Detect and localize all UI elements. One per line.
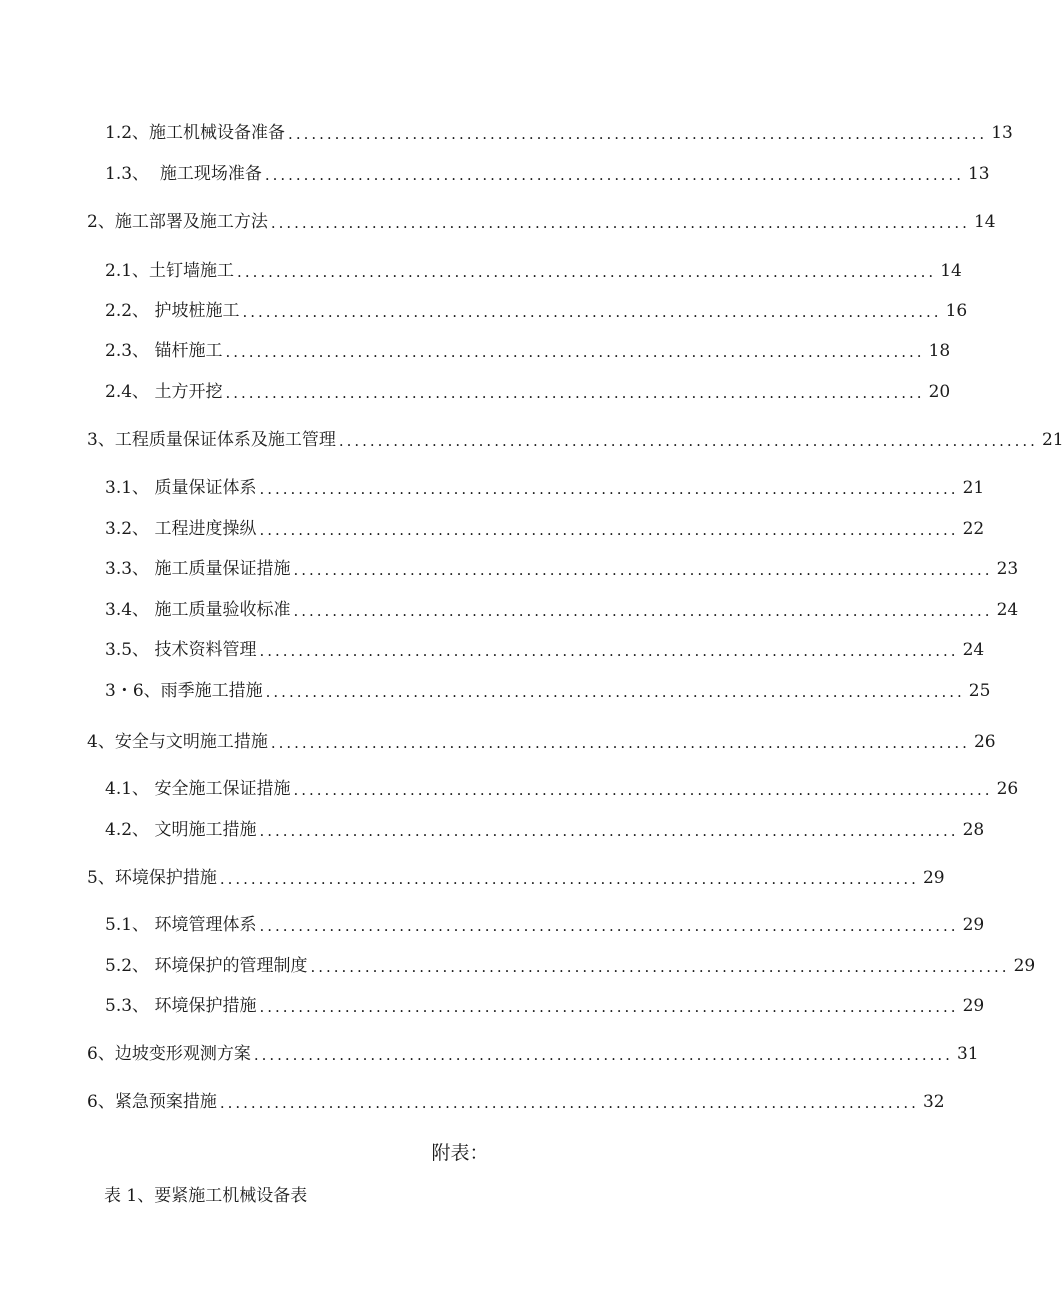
toc-entry-page: 22 [962,519,985,539]
dot-leader: .......................................................................................... [264,166,964,184]
dot-leader: .......................................................................................... [265,683,965,701]
toc-entry[interactable] [87,205,996,233]
toc-entry-label: 2.4、 土方开挖 [105,382,223,402]
dot-leader: .......................................................................................... [242,303,942,321]
toc-entry[interactable] [105,633,985,661]
toc-entry[interactable] [105,908,985,936]
dot-leader: .......................................................................................... [293,602,993,620]
toc-entry[interactable] [105,471,985,499]
toc-entry-page: 13 [991,123,1013,143]
toc-entry-label: 3.5、 技术资料管理 [105,640,257,660]
dot-leader: .......................................................................................... [259,998,959,1016]
dot-leader: .......................................................................................... [259,480,959,498]
dot-leader: .......................................................................................... [259,917,959,935]
toc-entry-label: 5、环境保护措施 [87,868,217,888]
toc-entry-page: 29 [922,868,945,888]
dot-leader: .......................................................................................... [225,384,925,402]
toc-entry-label: 6、边坡变形观测方案 [87,1044,251,1064]
toc-entry-label: 3.2、 工程进度操纵 [105,519,257,539]
toc-entry-page: 28 [962,820,985,840]
toc-entry-page: 24 [996,600,1019,620]
toc-entry-page: 31 [956,1044,979,1064]
toc-entry-label: 2.1、土钉墙施工 [105,261,235,281]
toc-entry-page: 21 [962,478,985,498]
toc-entry-page: 24 [962,640,985,660]
toc-entry[interactable] [105,552,1019,580]
toc-entry[interactable] [105,674,991,702]
toc-entry-label: 4.2、 文明施工措施 [105,820,257,840]
toc-entry[interactable] [105,294,968,322]
toc-entry-page: 26 [996,779,1019,799]
toc-entry-page: 14 [940,261,962,281]
toc-entry[interactable] [105,375,951,403]
toc-entry-label: 3.4、 施工质量验收标准 [105,600,291,620]
toc-entry[interactable] [105,949,1036,977]
toc-entry[interactable] [105,593,1019,621]
toc-entry[interactable] [87,1037,979,1065]
appendix-title: 附表： [431,1142,489,1164]
toc-entry[interactable] [105,813,985,841]
toc-entry[interactable] [87,1085,945,1113]
dot-leader: .......................................................................................... [253,1046,953,1064]
toc-entry-page: 29 [962,915,985,935]
toc-entry-label: 1.2、施工机械设备准备 [105,123,286,143]
toc-entry-label: 1.3、 施工现场准备 [105,164,262,184]
toc-entry-page: 20 [928,382,951,402]
toc-entry-label: 4、安全与文明施工措施 [87,732,268,752]
toc-entry[interactable] [105,157,990,185]
toc-entry[interactable] [105,989,985,1017]
toc-entry-label: 6、紧急预案措施 [87,1092,217,1112]
toc-entry-page: 23 [996,559,1019,579]
toc-entry-label: 5.3、 环境保护措施 [105,996,257,1016]
dot-leader: .......................................................................................... [293,561,993,579]
toc-entry-label: 2.3、 锚杆施工 [105,341,223,361]
dot-leader: .......................................................................................... [288,125,988,143]
toc-entry[interactable] [105,334,951,362]
toc-entry-page: 13 [967,164,990,184]
toc-entry-label: 2.2、 护坡桩施工 [105,301,240,321]
dot-leader: .......................................................................................... [338,432,1038,450]
dot-leader: .......................................................................................... [259,642,959,660]
toc-entry-label: 4.1、 安全施工保证措施 [105,779,291,799]
appendix-item[interactable]: 表 1、要紧施工机械设备表 [104,1186,308,1206]
dot-leader: .......................................................................................... [259,521,959,539]
dot-leader: .......................................................................................... [270,734,970,752]
toc-entry-label: 2、施工部署及施工方法 [87,212,268,232]
toc-entry-page: 32 [922,1092,945,1112]
dot-leader: .......................................................................................... [237,263,937,281]
toc-entry[interactable] [105,772,1019,800]
toc-entry-label: 3.1、 质量保证体系 [105,478,257,498]
dot-leader: .......................................................................................... [259,822,959,840]
toc-entry-page: 21 [1041,430,1064,450]
dot-leader: .......................................................................................... [219,1094,919,1112]
toc-entry-page: 14 [973,212,996,232]
toc-entry-page: 29 [962,996,985,1016]
dot-leader: .......................................................................................... [310,958,1010,976]
toc-entry-label: 5.2、 环境保护的管理制度 [105,956,308,976]
toc-entry-page: 29 [1013,956,1036,976]
toc-entry[interactable] [87,725,996,753]
toc-entry-label: 3、工程质量保证体系及施工管理 [87,430,336,450]
dot-leader: .......................................................................................... [270,214,970,232]
toc-entry[interactable] [105,512,985,540]
toc-entry[interactable] [105,116,1013,144]
toc-entry-label: 3.3、 施工质量保证措施 [105,559,291,579]
dot-leader: .......................................................................................... [293,781,993,799]
toc-entry[interactable] [87,861,945,889]
dot-leader: .......................................................................................... [225,343,925,361]
toc-entry-label: 3・6、雨季施工措施 [105,681,263,701]
toc-entry-label: 5.1、 环境管理体系 [105,915,257,935]
toc-entry-page: 18 [928,341,951,361]
toc-entry-page: 26 [973,732,996,752]
toc-entry-page: 16 [945,301,968,321]
toc-entry[interactable] [87,423,1064,451]
toc-entry[interactable] [105,254,962,282]
dot-leader: .......................................................................................... [219,870,919,888]
toc-entry-page: 25 [968,681,991,701]
